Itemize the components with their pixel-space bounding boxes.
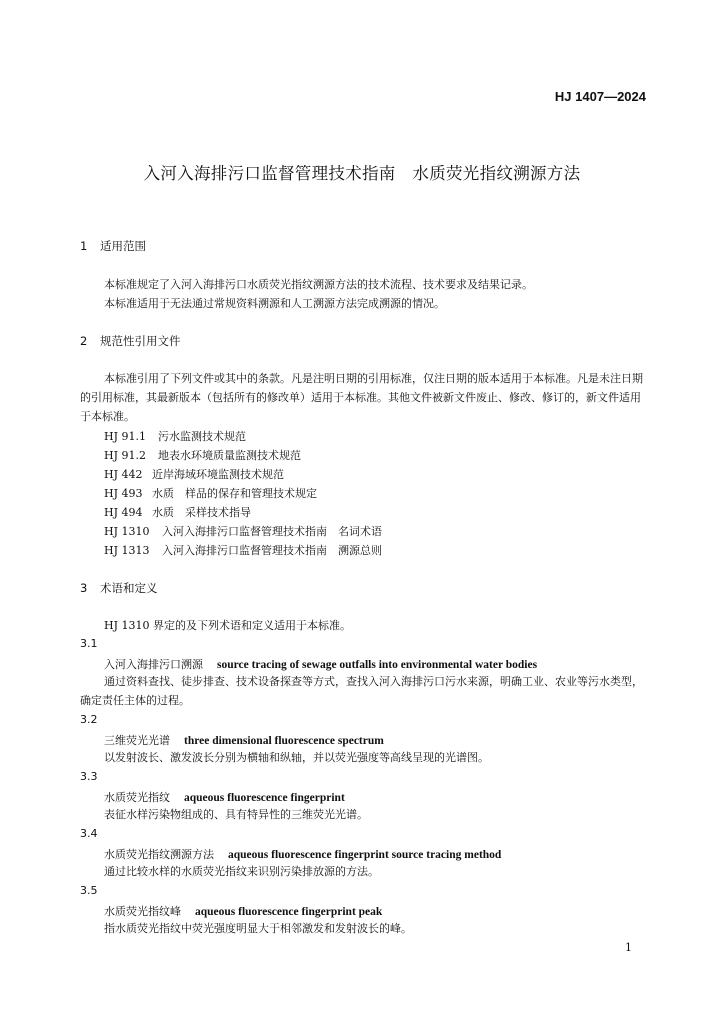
section-number: 1: [80, 239, 88, 253]
reference-item: [104, 523, 382, 539]
term-zh: 三维荧光光谱: [104, 734, 170, 747]
section-2-heading: [80, 333, 181, 349]
reference-item: [104, 466, 284, 482]
reference-item: [104, 485, 317, 501]
document-title: 入河入海排污口监督管理技术指南 水质荧光指纹溯源方法: [143, 164, 581, 183]
reference-name: 水质 采样技术指导: [152, 506, 251, 519]
term-definition: 以发射波长、激发波长分别为横轴和纵轴，并以荧光强度等高线呈现的光谱图。: [104, 751, 489, 764]
term-number: 3.2: [80, 713, 98, 726]
term-definition: 通过比较水样的水质荧光指纹来识别污染排放源的方法。: [104, 865, 379, 878]
term-number: 3.3: [80, 770, 98, 783]
section-3-heading: [80, 580, 158, 596]
paragraph: 本标准引用了下列文件或其中的条款。凡是注明日期的引用标准，仅注日期的版本适用于本标准。凡是未注日期的引用标准，其最新版本（包括所有的修改单）适用于本标准。其他文件被新文件废止、修改、修订的，新文件适用于本标准。: [80, 372, 643, 423]
reference-code: HJ 1310: [104, 525, 150, 538]
paragraph: HJ 1310 界定的及下列术语和定义适用于本标准。: [104, 619, 351, 632]
reference-code: HJ 1313: [104, 544, 150, 557]
term-zh: 水质荧光指纹峰: [104, 905, 181, 918]
section-number: 2: [80, 334, 88, 348]
reference-name: 污水监测技术规范: [158, 430, 246, 443]
reference-item: [104, 542, 382, 558]
paragraph: 本标准规定了入河入海排污口水质荧光指纹溯源方法的技术流程、技术要求及结果记录。: [104, 278, 533, 291]
section-1-heading: [80, 238, 146, 254]
term-heading: [104, 846, 501, 862]
reference-name: 入河入海排污口监督管理技术指南 名词术语: [162, 525, 382, 538]
term-heading: [104, 656, 537, 672]
section-title: 术语和定义: [100, 581, 158, 595]
term-number: 3.5: [80, 884, 98, 897]
term-en: source tracing of sewage outfalls into environmental water bodies: [217, 659, 538, 671]
term-en: aqueous fluorescence fingerprint source tracing method: [228, 849, 502, 861]
term-definition: 指水质荧光指纹中荧光强度明显大于相邻激发和发射波长的峰。: [104, 922, 412, 935]
reference-item: [104, 504, 251, 520]
term-zh: 入河入海排污口溯源: [104, 658, 203, 671]
term-heading: [104, 903, 382, 919]
reference-name: 近岸海域环境监测技术规范: [152, 468, 284, 481]
term-zh: 水质荧光指纹: [104, 791, 170, 804]
section-number: 3: [80, 581, 88, 595]
section-title: 规范性引用文件: [100, 334, 181, 348]
term-definition: 表征水样污染物组成的、具有特异性的三维荧光光谱。: [104, 808, 368, 821]
reference-name: 入河入海排污口监督管理技术指南 溯源总则: [162, 544, 382, 557]
term-en: aqueous fluorescence fingerprint peak: [195, 906, 383, 918]
paragraph: 本标准适用于无法通过常规资料溯源和人工溯源方法完成溯源的情况。: [104, 297, 445, 310]
reference-name: 地表水环境质量监测技术规范: [158, 449, 301, 462]
term-heading: [104, 789, 345, 805]
term-number: 3.4: [80, 827, 98, 840]
term-definition: 通过资料查找、徒步排查、技术设备探查等方式，查找入河入海排污口污水来源，明确工业、农业等污水类型，确定责任主体的过程。: [80, 675, 643, 707]
reference-code: HJ 91.2: [104, 449, 146, 462]
reference-code: HJ 494: [104, 506, 143, 519]
term-number: 3.1: [80, 637, 98, 650]
reference-code: HJ 442: [104, 468, 143, 481]
standard-number: HJ 1407—2024: [554, 89, 646, 104]
reference-item: [104, 428, 246, 444]
term-en: three dimensional fluorescence spectrum: [184, 735, 384, 747]
term-heading: [104, 732, 384, 748]
term-en: aqueous fluorescence fingerprint: [184, 792, 345, 804]
section-title: 适用范围: [100, 239, 146, 253]
reference-name: 水质 样品的保存和管理技术规定: [152, 487, 317, 500]
term-zh: 水质荧光指纹溯源方法: [104, 848, 214, 861]
reference-code: HJ 493: [104, 487, 143, 500]
page-number: 1: [625, 941, 632, 954]
reference-item: [104, 447, 301, 463]
reference-code: HJ 91.1: [104, 430, 146, 443]
